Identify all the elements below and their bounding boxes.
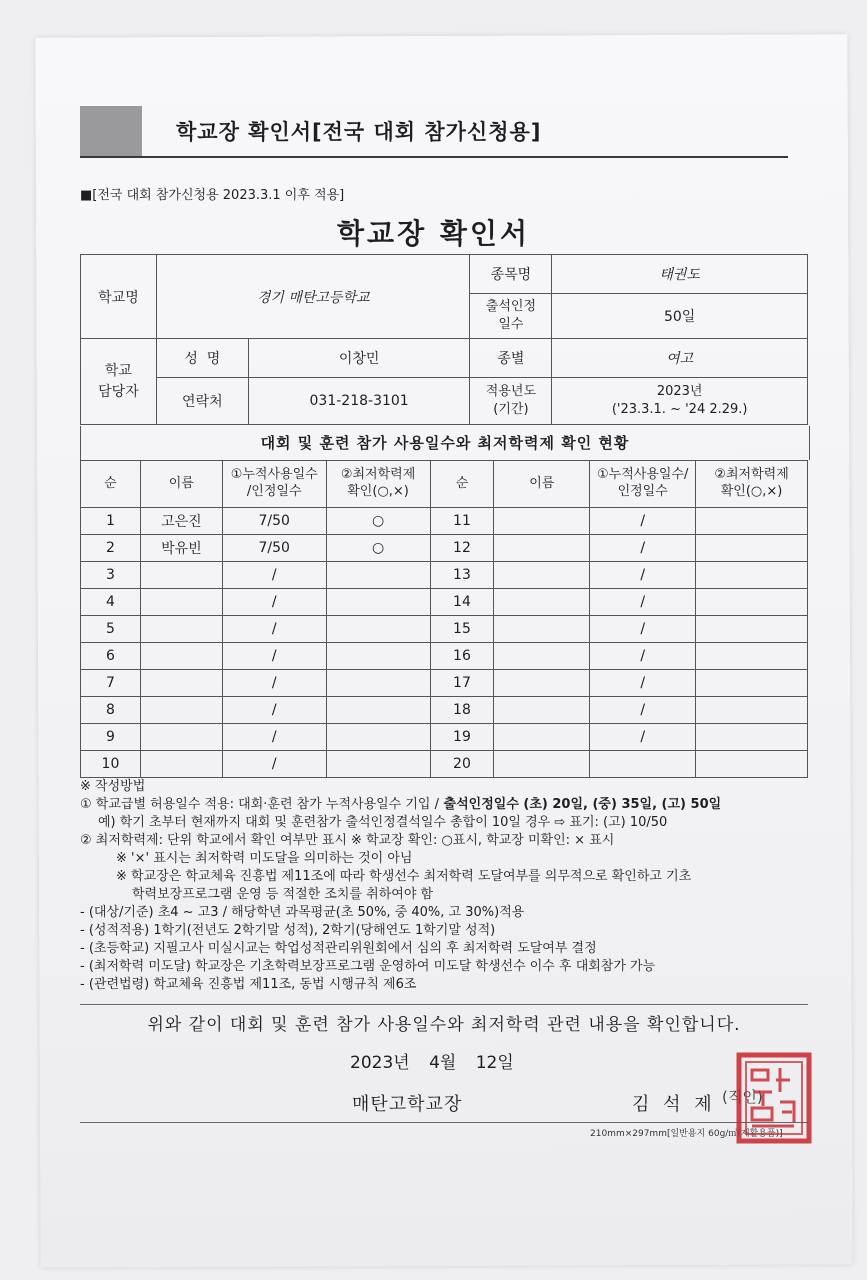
instruction-detail-5: - (관련법령) 학교체육 진흥법 제11조, 동법 시행규칙 제6조 — [80, 977, 417, 992]
row-days-2: / — [590, 562, 696, 589]
row-no: 10 — [81, 751, 141, 778]
row-check — [326, 670, 430, 697]
instruction-note-1: ※ '×' 표시는 최저학력 미도달을 의미하는 것이 아님 — [116, 851, 413, 866]
row-name — [140, 670, 222, 697]
school-value: 경기 매탄고등학교 — [156, 255, 470, 339]
row-name — [140, 562, 222, 589]
row-name-2 — [494, 670, 590, 697]
row-check-2 — [696, 724, 808, 751]
row-days: / — [222, 616, 326, 643]
row-check-2 — [696, 589, 808, 616]
row-check-2 — [696, 562, 808, 589]
table-row — [81, 751, 808, 778]
row-no: 7 — [81, 670, 141, 697]
form-subnote: ■[전국 대회 참가신청용 2023.3.1 이후 적용] — [80, 188, 345, 203]
row-name — [140, 643, 222, 670]
instruction-item-1 — [80, 796, 820, 814]
row-no: 3 — [81, 562, 141, 589]
row-no-2: 20 — [430, 751, 494, 778]
instruction-note-2-cont: 학력보장프로그램 운영 등 적절한 조치를 취하여야 함 — [132, 887, 434, 902]
row-days: / — [222, 589, 326, 616]
event-value: 태권도 — [552, 255, 808, 294]
row-check — [326, 751, 430, 778]
row-days: / — [222, 697, 326, 724]
table-row — [81, 589, 808, 616]
name-label: 성 명 — [156, 339, 248, 378]
row-name-2 — [494, 751, 590, 778]
record-caption: 대회 및 훈련 참가 사용일수와 최저학력제 확인 현황 — [80, 426, 810, 460]
row-days-2: / — [590, 670, 696, 697]
row-name-2 — [494, 724, 590, 751]
row-check: ○ — [326, 508, 430, 535]
header-title: 학교장 확인서[전국 대회 참가신청용] — [176, 120, 542, 144]
row-days: / — [222, 670, 326, 697]
event-label: 종목명 — [470, 255, 552, 294]
info-table — [80, 254, 808, 425]
instructions-heading: ※ 작성방법 — [80, 779, 146, 794]
days-value: 50일 — [552, 294, 808, 339]
table-row — [81, 508, 808, 535]
instructions — [80, 778, 820, 994]
header-check: ②최저학력제 확인(○,×) — [326, 461, 430, 508]
manager-label: 학교 담당자 — [81, 339, 157, 425]
principal-name: 김 석 제 — [632, 1094, 716, 1115]
row-no-2: 11 — [430, 508, 494, 535]
row-no-2: 13 — [430, 562, 494, 589]
table-row — [81, 643, 808, 670]
row-no-2: 14 — [430, 589, 494, 616]
row-days: / — [222, 751, 326, 778]
row-name-2 — [494, 697, 590, 724]
table-row — [81, 535, 808, 562]
table-row — [81, 562, 808, 589]
table-row — [81, 670, 808, 697]
header-no: 순 — [81, 461, 141, 508]
header-check-2: ②최저학력제 확인(○,×) — [696, 461, 808, 508]
name-value: 이창민 — [248, 339, 470, 378]
row-name — [140, 751, 222, 778]
row-days-2 — [590, 751, 696, 778]
row-name: 고은진 — [140, 508, 222, 535]
row-name-2 — [494, 589, 590, 616]
row-check-2 — [696, 616, 808, 643]
row-days-2: / — [590, 697, 696, 724]
official-seal-mark: (직인) — [722, 1088, 763, 1106]
paper-spec: 210mm×297mm[일반용지 60g/㎡(재활용품)] — [590, 1129, 783, 1139]
row-name — [140, 616, 222, 643]
row-check-2 — [696, 670, 808, 697]
row-check-2 — [696, 751, 808, 778]
gender-value: 여고 — [552, 339, 808, 378]
header-gray-block — [80, 106, 142, 156]
row-check — [326, 724, 430, 751]
row-name — [140, 724, 222, 751]
row-no-2: 15 — [430, 616, 494, 643]
row-no: 4 — [81, 589, 141, 616]
period-value: ('23.3.1. ~ '24 2.29.) — [611, 402, 748, 417]
instruction-detail-3: - (초등학교) 지필고사 미실시교는 학업성적관리위원회에서 심의 후 최저학력 도달여부 결정 — [80, 941, 597, 956]
row-name-2 — [494, 616, 590, 643]
divider-top — [80, 1004, 808, 1005]
row-days-2: / — [590, 724, 696, 751]
row-days-2: / — [590, 643, 696, 670]
instruction-note-2: ※ 학교장은 학교체육 진흥법 제11조에 따라 학생선수 최저학력 도달여부를 의무적으로 확인하고 기초 — [116, 869, 692, 884]
table-row — [81, 724, 808, 751]
confirmation-text: 위와 같이 대회 및 훈련 참가 사용일수와 최저학력 관련 내용을 확인합니다. — [147, 1015, 741, 1035]
school-seal-icon — [736, 1052, 812, 1144]
row-check-2 — [696, 643, 808, 670]
row-name-2 — [494, 562, 590, 589]
row-days: / — [222, 562, 326, 589]
contact-value: 031-218-3101 — [248, 378, 470, 425]
row-check — [326, 562, 430, 589]
row-no: 9 — [81, 724, 141, 751]
contact-label: 연락처 — [156, 378, 248, 425]
instruction-item-2: ② 최저학력제: 단위 학교에서 확인 여부만 표시 ※ 학교장 확인: ○표시, 학교장 미확인: × 표시 — [80, 833, 615, 848]
row-no-2: 18 — [430, 697, 494, 724]
row-check-2 — [696, 697, 808, 724]
document-title: 학교장 확인서 — [336, 217, 531, 250]
instruction-item-1-example: 예) 학기 초부터 현재까지 대회 및 훈련참가 출석인정결석일수 총합이 10일 경우 ⇨ 표기: (고) 10/50 — [98, 815, 668, 830]
row-name: 박유빈 — [140, 535, 222, 562]
row-days-2: / — [590, 508, 696, 535]
header-no-2: 순 — [430, 461, 494, 508]
row-days-2: / — [590, 535, 696, 562]
row-name — [140, 589, 222, 616]
row-check — [326, 643, 430, 670]
row-no: 8 — [81, 697, 141, 724]
row-name-2 — [494, 508, 590, 535]
header-days: ①누적사용일수 /인정일수 — [222, 461, 326, 508]
row-no: 6 — [81, 643, 141, 670]
instruction-detail-1: - (대상/기준) 초4 ~ 고3 / 해당학년 과목평균(초 50%, 중 40%, 고 30%)적용 — [80, 905, 525, 920]
row-check — [326, 616, 430, 643]
row-days-2: / — [590, 616, 696, 643]
school-label: 학교명 — [81, 255, 157, 339]
record-body — [81, 508, 808, 778]
header-bar — [80, 106, 788, 158]
row-name-2 — [494, 535, 590, 562]
row-days: 7/50 — [222, 508, 326, 535]
row-days: / — [222, 724, 326, 751]
row-days: 7/50 — [222, 535, 326, 562]
row-check — [326, 589, 430, 616]
record-table — [80, 460, 808, 778]
gender-label: 종별 — [470, 339, 552, 378]
instruction-detail-2: - (성적적용) 1학기(전년도 2학기말 성적), 2학기(당해연도 1학기말 성적) — [80, 923, 496, 938]
instruction-detail-4: - (최저학력 미도달) 학교장은 기초학력보장프로그램 운영하여 미도달 학생선수 이수 후 대회참가 가능 — [80, 959, 656, 974]
row-no: 2 — [81, 535, 141, 562]
row-days-2: / — [590, 589, 696, 616]
instruction-item-1-text: ① 학교급별 허용일수 적용: 대회·훈련 참가 누적사용일수 기입 / — [80, 797, 439, 812]
row-check — [326, 697, 430, 724]
year-cell — [552, 378, 808, 425]
row-days: / — [222, 643, 326, 670]
record-header-row — [81, 461, 808, 508]
year-value: 2023년 — [656, 384, 703, 400]
row-no: 1 — [81, 508, 141, 535]
row-name — [140, 697, 222, 724]
instruction-item-1-bold: 출석인정일수 (초) 20일, (중) 35일, (고) 50일 — [439, 797, 722, 812]
header-days-2: ①누적사용일수/ 인정일수 — [590, 461, 696, 508]
row-check-2 — [696, 535, 808, 562]
header-name-2: 이름 — [494, 461, 590, 508]
days-label: 출석인정 일수 — [470, 294, 552, 339]
row-no-2: 12 — [430, 535, 494, 562]
row-no-2: 17 — [430, 670, 494, 697]
row-check-2 — [696, 508, 808, 535]
row-no: 5 — [81, 616, 141, 643]
row-name-2 — [494, 643, 590, 670]
signature-date: 2023년 4월 12일 — [350, 1053, 514, 1073]
table-row — [81, 616, 808, 643]
signer-title: 매탄고학교장 — [352, 1094, 463, 1115]
divider-bottom — [80, 1122, 808, 1123]
row-no-2: 19 — [430, 724, 494, 751]
row-no-2: 16 — [430, 643, 494, 670]
row-check: ○ — [326, 535, 430, 562]
year-label: 적용년도 (기간) — [470, 378, 552, 425]
header-name: 이름 — [140, 461, 222, 508]
table-row — [81, 697, 808, 724]
